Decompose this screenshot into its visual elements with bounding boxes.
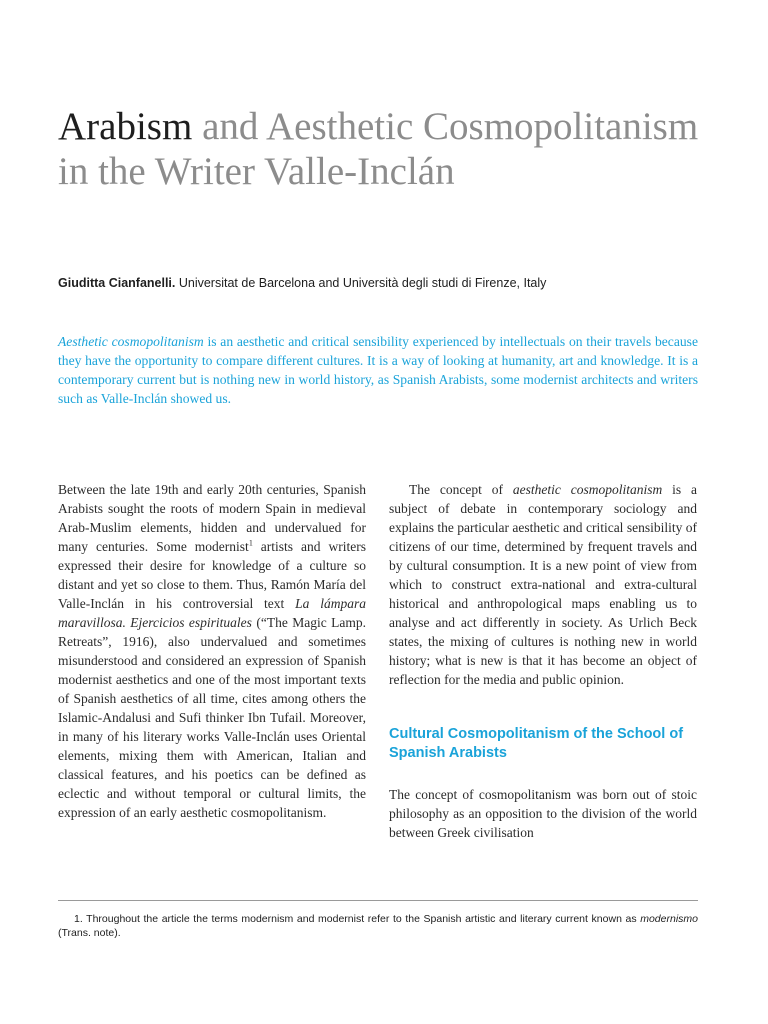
author-name: Giuditta Cianfanelli. bbox=[58, 276, 176, 290]
abstract bbox=[58, 332, 698, 408]
footnote-text-1: 1. Throughout the article the terms modernism and modernist refer to the Spanish artistic and literary current known as bbox=[74, 913, 641, 925]
footnote-term: modernismo bbox=[640, 913, 698, 925]
left-paragraph bbox=[58, 480, 366, 822]
right-term: aesthetic cosmopolitanism bbox=[512, 482, 663, 497]
footnote-text-2: (Trans. note). bbox=[58, 927, 121, 939]
title-rest: and Aesthetic Cosmopolitanism in the Writer Valle-Inclán bbox=[58, 105, 699, 193]
abstract-term: Aesthetic cosmopolitanism bbox=[58, 334, 204, 349]
right-column bbox=[389, 480, 697, 842]
left-text-3: (“The Magic Lamp. Retreats”, 1916), also undervalued and sometimes misunderstood and considered an expression of Spanish modernist aesthetics and one of the most important texts of Spanish aesthetics of all time, cites among others the Islamic-Andalusi and Sufi thinker Ibn Tufail. Moreover, in many of his literary works Valle-Inclán uses Oriental elements, mixing them with American, Italian and classical features, and his poetics can be defined as eclectic and without temporal or cultural limits, the expression of an early aesthetic cosmopolitanism. bbox=[58, 615, 367, 820]
right-text-2: is a subject of debate in contemporary sociology and explains the particular aesthetic and critical sensibility of citizens of our time, determined by frequent travels and by cultural consumption. It is a new point of view from which to construct extra-national and extra-cultural historical and anthropological maps enabling us to analyse and act differently in society. As Urlich Beck states, the mixing of cultures is nothing new in world history; what is new is that it has become an object of reflection for the media and public opinion. bbox=[389, 482, 697, 687]
right-paragraph-1 bbox=[389, 480, 697, 689]
work-title: La lámpara maravillosa. Ejercicios espirituales bbox=[58, 596, 367, 630]
section-heading: Cultural Cosmopolitanism of the School of Spanish Arabists bbox=[389, 726, 684, 761]
left-text-1: Between the late 19th and early 20th centuries, Spanish Arabists sought the roots of modern Spain in medieval Arab-Muslim elements, hidden and undervalued for many centuries. Some modernist bbox=[58, 482, 366, 554]
author-line bbox=[58, 276, 718, 290]
author-affiliation: Universitat de Barcelona and Università degli studi di Firenze, Italy bbox=[175, 276, 547, 290]
left-column bbox=[58, 480, 366, 822]
article-title bbox=[58, 104, 718, 194]
left-text-2: artists and writers expressed their desire for knowledge of a culture so distant and yet so close to them. Thus, Ramón María del Valle-Inclán in his controversial text bbox=[58, 539, 367, 611]
abstract-text: is an aesthetic and critical sensibility experienced by intellectuals on their travels because they have the opportunity to compare different cultures. It is a way of looking at humanity, art and knowledge. It is a contemporary current but is nothing new in world history, as Spanish Arabists, some modernist architects and writers such as Valle-Inclán showed us. bbox=[58, 334, 698, 406]
footnote bbox=[58, 912, 698, 940]
right-text-1: The concept of bbox=[409, 482, 513, 497]
footnote-marker: 1 bbox=[248, 538, 253, 548]
footnote-divider bbox=[58, 900, 698, 901]
right-paragraph-2: The concept of cosmopolitanism was born out of stoic philosophy as an opposition to the division of the world between Greek civilisation bbox=[389, 787, 697, 840]
title-keyword: Arabism bbox=[58, 105, 193, 148]
